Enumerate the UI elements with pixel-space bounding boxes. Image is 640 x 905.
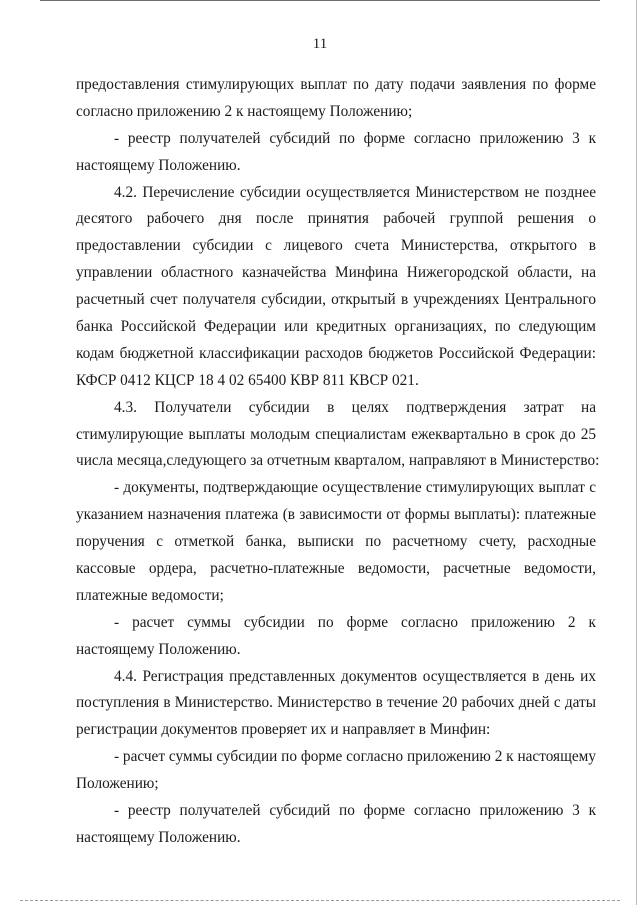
text-line: КФСР 0412 КЦСР 18 4 02 65400 КВР 811 КВСР 021. <box>76 371 419 389</box>
text-line: - документы, подтверждающие осуществление стимулирующих выплат с <box>114 479 596 497</box>
page-edge-top <box>40 0 600 5</box>
text-line: Положению; <box>76 775 159 793</box>
text-line: - расчет суммы субсидии по форме согласно приложению 2 к настоящему <box>114 748 596 766</box>
text-line: платежные ведомости; <box>76 586 224 604</box>
document-body <box>76 72 600 852</box>
text-line: настоящему Положению. <box>76 828 241 846</box>
page-edge-bottom <box>20 900 620 901</box>
text-line: настоящему Положению. <box>76 156 241 174</box>
text-line: указанием назначения платежа (в зависимости от формы выплаты): платежные <box>76 506 596 524</box>
text-line: регистрации документов проверяет их и направляет в Минфин: <box>76 721 491 739</box>
text-line: расчетный счет получателя субсидии, открытый в учреждениях Центрального <box>76 291 596 309</box>
text-line: 4.2. Перечисление субсидии осуществляется Министерством не позднее <box>114 183 596 201</box>
text-line: предоставления стимулирующих выплат по дату подачи заявления по форме <box>76 76 596 93</box>
page-number: 11 <box>312 36 328 52</box>
text-line: 4.4. Регистрация представленных документов осуществляется в день их <box>114 667 596 685</box>
text-line: числа месяца,следующего за отчетным кварталом, направляют в Министерство: <box>76 452 600 470</box>
text-line: стимулирующие выплаты молодым специалистам ежеквартально в срок до 25 <box>76 425 596 443</box>
text-line: банка Российской Федерации или кредитных организациях, по следующим <box>76 318 596 336</box>
text-line: поступления в Министерство. Министерство в течение 20 рабочих дней с даты <box>76 694 596 712</box>
page-edge-right <box>636 0 637 905</box>
text-line: 4.3. Получатели субсидии в целях подтверждения затрат на <box>114 398 596 416</box>
text-line: поручения с отметкой банка, выписки по расчетному счету, расходные <box>76 533 596 551</box>
text-line: кодам бюджетной классификации расходов бюджетов Российской Федерации: <box>76 344 596 362</box>
text-line: десятого рабочего дня после принятия рабочей группой решения о <box>76 210 596 228</box>
text-line: - расчет суммы субсидии по форме согласно приложению 2 к <box>114 613 596 631</box>
text-line: согласно приложению 2 к настоящему Положению; <box>76 102 413 120</box>
text-line: кассовые ордера, расчетно-платежные ведомости, расчетные ведомости, <box>76 560 596 578</box>
text-line: предоставлении субсидии с лицевого счета Министерства, открытого в <box>76 237 596 255</box>
text-line: - реестр получателей субсидий по форме согласно приложению 3 к <box>114 802 596 820</box>
text-line: управлении областного казначейства Минфина Нижегородской области, на <box>76 264 596 282</box>
text-line: - реестр получателей субсидий по форме согласно приложению 3 к <box>114 129 596 147</box>
text-line: настоящему Положению. <box>76 640 241 658</box>
